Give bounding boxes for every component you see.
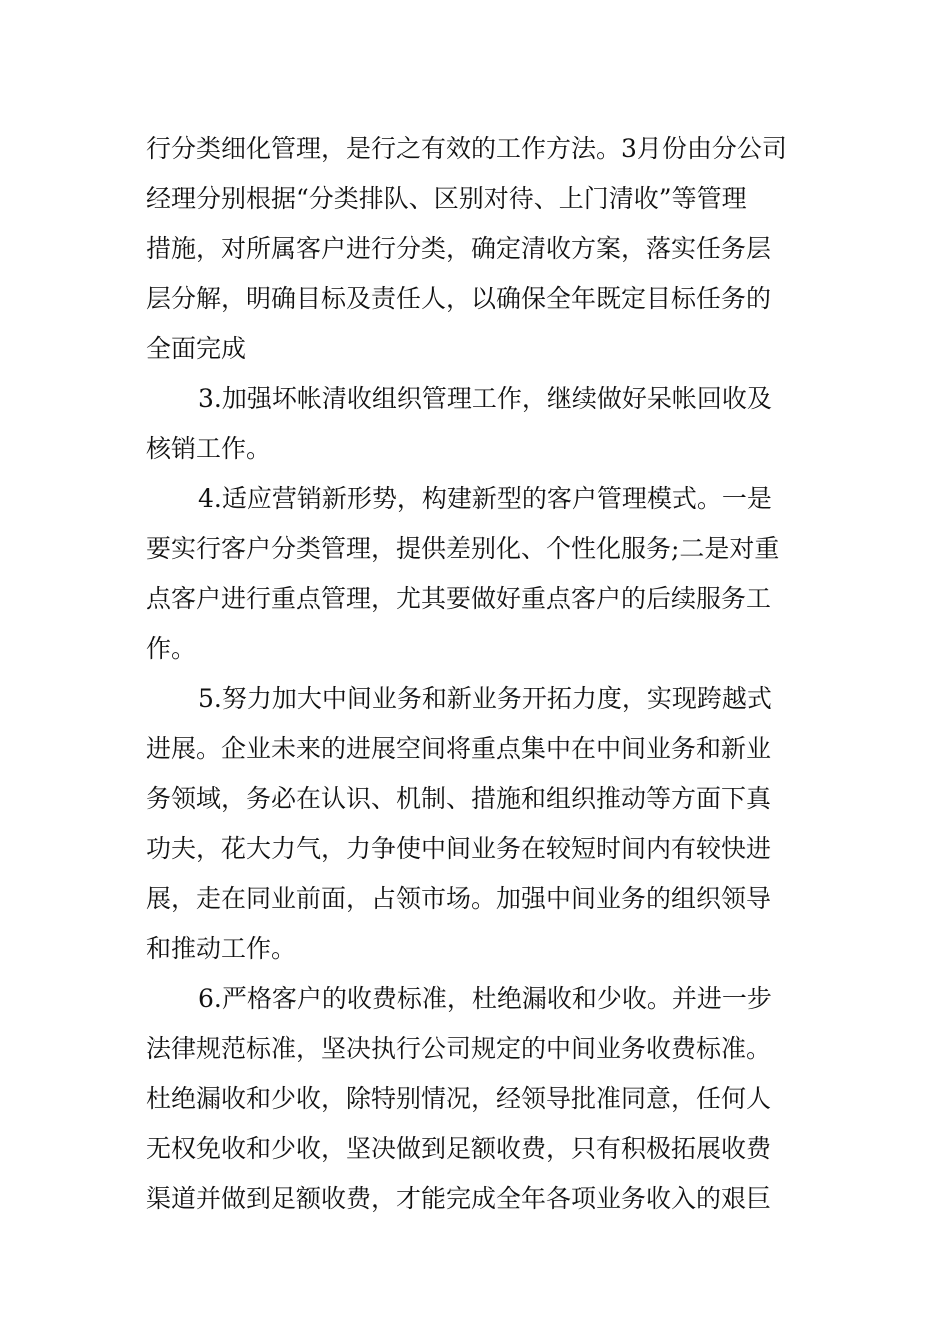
text-line: 点客户进行重点管理，尤其要做好重点客户的后续服务工 bbox=[146, 584, 772, 613]
list-item-4: 4.适应营销新形势，构建新型的客户管理模式。一是 bbox=[198, 484, 772, 513]
text-line: 全面完成 bbox=[146, 334, 247, 363]
text-line: 进展。企业未来的进展空间将重点集中在中间业务和新业 bbox=[146, 734, 772, 763]
list-item-3: 3.加强坏帐清收组织管理工作，继续做好呆帐回收及 bbox=[198, 384, 772, 413]
text-line: 渠道并做到足额收费，才能完成全年各项业务收入的艰巨 bbox=[146, 1184, 772, 1213]
text-line: 法律规范标准，坚决执行公司规定的中间业务收费标准。 bbox=[146, 1034, 772, 1063]
text-line: 无权免收和少收，坚决做到足额收费，只有积极拓展收费 bbox=[146, 1134, 772, 1163]
text-line: 作。 bbox=[146, 634, 197, 663]
text-line: 核销工作。 bbox=[146, 434, 272, 463]
text-line: 行分类细化管理，是行之有效的工作方法。3月份由分公司 bbox=[146, 134, 787, 163]
text-line: 和推动工作。 bbox=[146, 934, 297, 963]
list-item-6: 6.严格客户的收费标准，杜绝漏收和少收。并进一步 bbox=[198, 984, 772, 1013]
list-item-5: 5.努力加大中间业务和新业务开拓力度，实现跨越式 bbox=[198, 684, 772, 713]
text-line: 功夫，花大力气，力争使中间业务在较短时间内有较快进 bbox=[146, 834, 772, 863]
text-line: 要实行客户分类管理，提供差别化、个性化服务;二是对重 bbox=[146, 534, 780, 563]
text-line: 经理分别根据“分类排队、区别对待、上门清收”等管理 bbox=[146, 184, 747, 213]
text-line: 务领域，务必在认识、机制、措施和组织推动等方面下真 bbox=[146, 784, 772, 813]
text-line: 措施，对所属客户进行分类，确定清收方案，落实任务层 bbox=[146, 234, 772, 263]
text-line: 展，走在同业前面，占领市场。加强中间业务的组织领导 bbox=[146, 884, 772, 913]
text-line: 层分解，明确目标及责任人，以确保全年既定目标任务的 bbox=[146, 284, 772, 313]
text-line: 杜绝漏收和少收，除特别情况，经领导批准同意，任何人 bbox=[146, 1084, 772, 1113]
